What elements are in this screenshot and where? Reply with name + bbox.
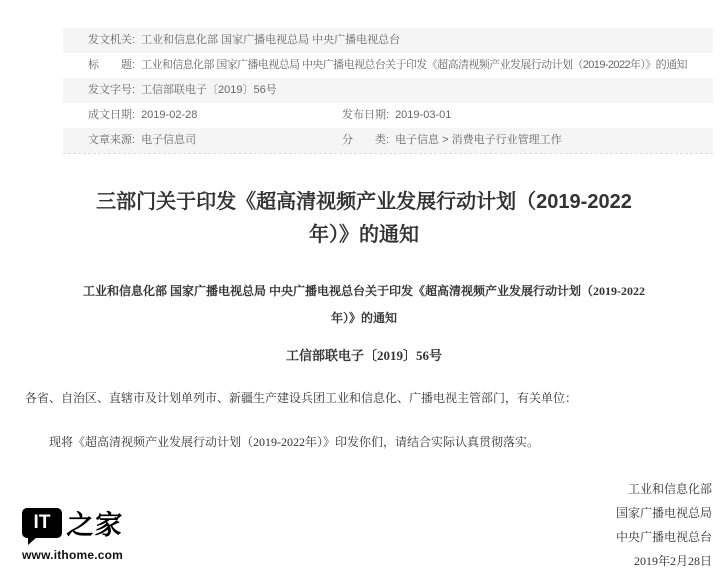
meta-row-source-category <box>63 128 713 153</box>
document-number: 工信部联电子〔2019〕56号 <box>285 348 442 363</box>
document-meta-table <box>63 28 713 154</box>
signature-line-miit: 工业和信息化部 <box>627 482 712 496</box>
meta-value-issuing-agency: 工业和信息化部 国家广播电视总局 中央广播电视总台 <box>141 34 401 46</box>
ithome-logo <box>22 503 123 542</box>
meta-value-title: 工业和信息化部 国家广播电视总局 中央广播电视总台关于印发《超高清视频产业发展行动计划（2019-2022年）》的通知 <box>141 59 687 71</box>
meta-value-doc-number: 工信部联电子〔2019〕56号 <box>141 84 277 96</box>
body-paragraph: 现将《超高清视频产业发展行动计划（2019-2022年）》印发你们，请结合实际认真贯彻落实。 <box>49 435 539 449</box>
meta-label-doc-number: 发文字号: <box>88 84 136 96</box>
meta-label-publish-date: 发布日期: <box>342 109 390 121</box>
signature-line-nrta: 国家广播电视总局 <box>615 506 712 520</box>
ithome-logo-cn-text: 之家 <box>65 510 124 540</box>
meta-row-title <box>63 53 713 78</box>
page-title: 三部门关于印发《超高清视频产业发展行动计划（2019-2022年）》的通知 <box>96 191 632 246</box>
meta-row-dates <box>63 103 713 128</box>
document-subtitle: 工业和信息化部 国家广播电视总局 中央广播电视总台关于印发《超高清视频产业发展行动计划（2019-2022年）》的通知 <box>83 284 645 325</box>
signature-date: 2019年2月28日 <box>633 554 712 568</box>
meta-label-written-date: 成文日期: <box>88 109 136 121</box>
ithome-watermark <box>22 503 123 562</box>
meta-col-category <box>342 128 562 153</box>
meta-col-written-date <box>88 103 342 128</box>
ithome-url-text: www.ithome.com <box>22 548 124 562</box>
meta-col-source <box>88 128 342 153</box>
meta-label-source: 文章来源: <box>88 134 136 146</box>
ithome-logo-icon <box>22 508 62 538</box>
meta-value-written-date: 2019-02-28 <box>141 109 198 121</box>
meta-label-title: 标 题: <box>88 59 136 71</box>
meta-value-publish-date: 2019-03-01 <box>395 109 452 121</box>
signature-line-cmg: 中央广播电视总台 <box>615 530 712 544</box>
ithome-logo-it-text: IT <box>33 511 51 533</box>
meta-row-issuing-agency <box>63 28 713 53</box>
meta-value-source: 电子信息司 <box>141 134 197 146</box>
meta-label-category: 分 类: <box>342 134 390 146</box>
meta-label-issuing-agency: 发文机关: <box>88 34 136 46</box>
meta-col-publish-date <box>342 103 451 128</box>
salutation-paragraph: 各省、自治区、直辖市及计划单列市、新疆生产建设兵团工业和信息化、广播电视主管部门，有关单位： <box>25 391 578 405</box>
meta-value-category: 电子信息 > 消费电子行业管理工作 <box>395 134 562 146</box>
meta-row-doc-number <box>63 78 713 103</box>
